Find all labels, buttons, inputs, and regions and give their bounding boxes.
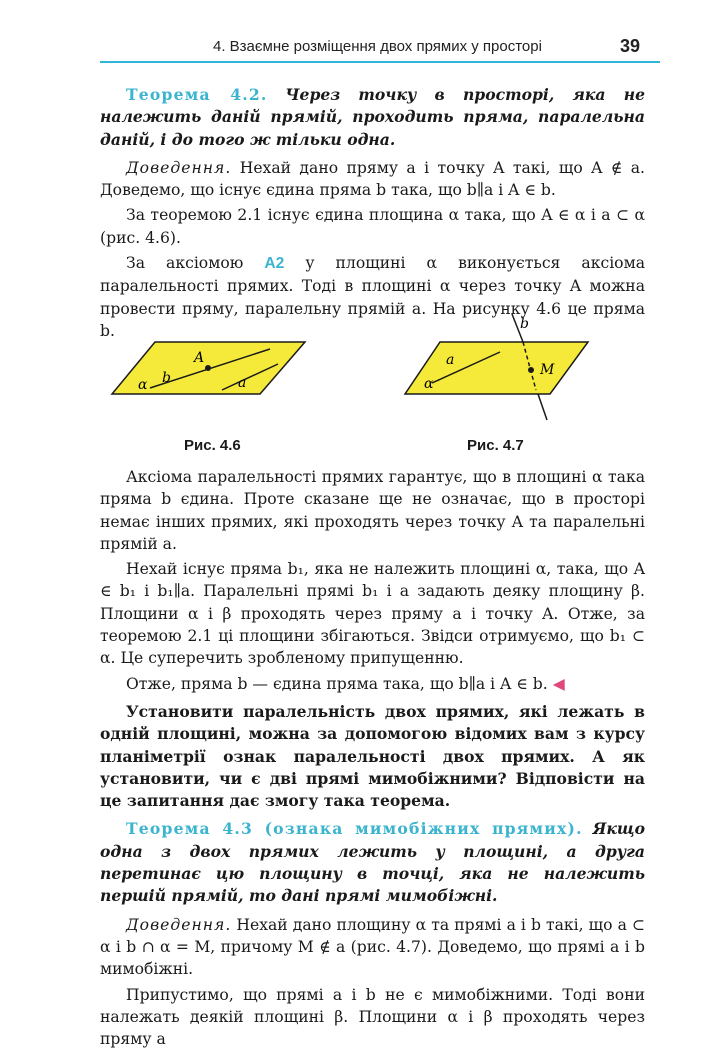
point-M (528, 367, 534, 373)
theorem-4-2-title: Теорема 4.2. (126, 85, 268, 104)
page-number: 39 (619, 36, 640, 56)
theorem-4-3-body: Якщо одна з двох прямих лежить у площині, а друга перетинає цю площину в точці, яка не належить першій прямій, то дані прямі мимобіжні. (100, 819, 645, 906)
line-b-lower (538, 394, 547, 420)
caption-fig-4-7: Рис. 4.7 (467, 437, 524, 454)
figures (0, 312, 720, 442)
proof-3-para-1 (100, 914, 645, 981)
page-header (100, 32, 660, 62)
proof-1-title: Доведення. (126, 158, 232, 177)
label-alpha-4-6: α (138, 377, 148, 393)
label-A: A (194, 350, 205, 366)
question-paragraph: Установити паралельність двох прямих, які лежать в одній площині, можна за допомогою відомих вам з курсу планіметрії ознак паралельності двох прямих. А як установити, чи є дві прямі мимобіжними? Відповісти на це запитання дає змогу така теорема. (100, 701, 645, 811)
figure-4-7 (405, 314, 588, 420)
caption-fig-4-6: Рис. 4.6 (184, 437, 241, 454)
text-block-bottom (100, 466, 645, 1053)
label-b-4-6: b (162, 370, 171, 386)
label-b-4-7: b (520, 316, 529, 332)
theorem-4-2-body: Через точку в просторі, яка не належить даній прямій, проходить пряма, паралельна даній, і до того ж тільки одна. (100, 85, 645, 149)
theorem-4-3-title: Теорема 4.3 (ознака мимобіжних прямих). (126, 819, 583, 839)
proof-3-title: Доведення. (126, 915, 232, 934)
label-a-4-7: a (446, 352, 455, 368)
chapter-title: 4. Взаємне розміщення двох прямих у просторі (213, 38, 542, 55)
text-block-top (100, 84, 645, 345)
header-rule (100, 61, 660, 63)
proof-1-text-1: Нехай дано пряму a і точку A такі, що A ∉ a. Доведемо, що існує єдина пряма b така, що b∥a і A ∈ b. (100, 158, 645, 200)
label-alpha-4-7: α (424, 376, 434, 392)
proof-1-text-3b: у площині α виконується аксіома паралельності прямих. Тоді в площині α через точку A можна провести пряму, паралельну прямій a. На рисунку 4.6 це пряма b. (100, 254, 645, 340)
label-M: M (540, 362, 555, 378)
point-A (205, 365, 211, 371)
proof-2-text-3: Отже, пряма b — єдина пряма така, що b∥a і A ∈ b. (126, 674, 548, 693)
theorem-4-2 (100, 84, 645, 151)
proof-1-para-1 (100, 157, 645, 202)
proof-1-text-3a: За аксіомою (126, 254, 244, 273)
proof-2-para-2: Нехай існує пряма b₁, яка не належить площині α, така, що A ∈ b₁ і b₁∥a. Паралельні прямі b₁ і a задають деяку площину β. Площини α і β проходять через пряму a і точку A. Отже, за теоремою 2.1 ці площини збігаються. Звідси отримуємо, що b₁ ⊂ α. Це суперечить зробленому припущенню. (100, 560, 645, 668)
proof-2-para-3 (100, 673, 645, 695)
figure-4-6 (112, 342, 305, 394)
proof-2-para-1: Аксіома паралельності прямих гарантує, що в площині α така пряма b єдина. Проте сказане ще не означає, що в просторі немає інших прямих, які проходять через точку A та паралельні прямій a. (100, 468, 645, 553)
label-a-4-6: a (238, 375, 247, 391)
proof-1-para-2: За теоремою 2.1 існує єдина площина α така, що A ∈ α і a ⊂ α (рис. 4.6). (100, 206, 645, 247)
proof-3-para-2: Припустимо, що прямі a і b не є мимобіжними. Тоді вони належать деякій площині β. Площини α і β проходять через пряму a (100, 985, 645, 1049)
qed-marker: ◀ (552, 674, 565, 693)
axiom-link[interactable]: A2 (264, 255, 285, 273)
theorem-4-3 (100, 818, 645, 907)
proof-3-text-1: Нехай дано площину α та прямі a і b такі, що a ⊂ α і b ∩ α = M, причому M ∉ a (рис. 4.7). Доведемо, що прямі a і b мимобіжні. (100, 915, 645, 979)
